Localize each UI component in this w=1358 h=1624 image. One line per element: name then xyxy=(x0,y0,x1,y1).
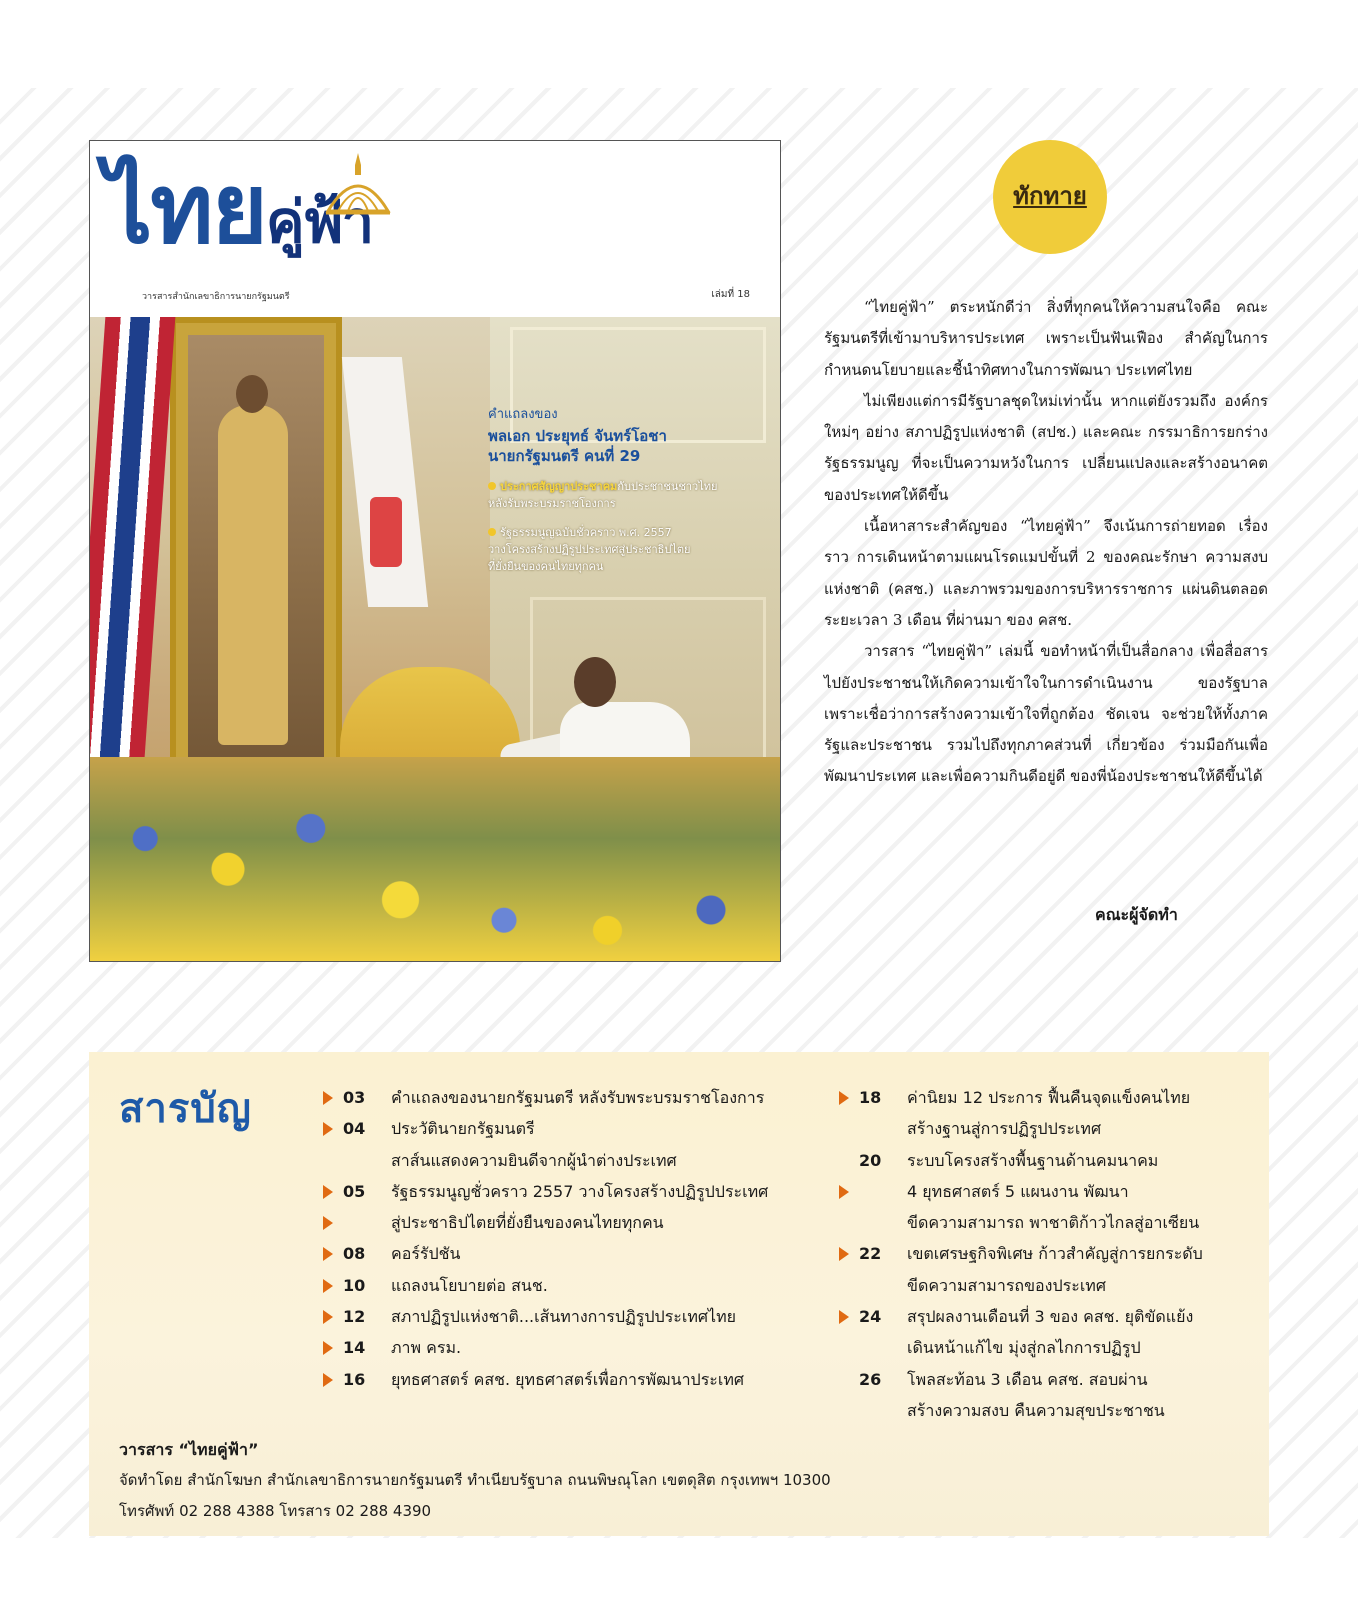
arrow-right-icon xyxy=(323,1247,333,1261)
toc-entry[interactable] xyxy=(839,1301,1259,1332)
toc-entry-title: สร้างความสงบ คืนความสุขประชาชน xyxy=(907,1400,1165,1420)
arrow-right-icon xyxy=(323,1373,333,1387)
cover-issue-number: เล่มที่ 18 xyxy=(711,289,750,300)
toc-entry-title: ประวัตินายกรัฐมนตรี xyxy=(391,1119,535,1139)
cover-tagline: วารสารสำนักเลขาธิการนายกรัฐมนตรี xyxy=(142,292,290,302)
arrow-right-icon xyxy=(839,1185,849,1199)
toc-entry[interactable] xyxy=(323,1270,843,1301)
man-head xyxy=(574,657,616,707)
toc-entry-title: ขีดความสามารถ พาชาติก้าวไกลสู่อาเซียน xyxy=(907,1213,1200,1233)
cover-bullet-1 xyxy=(488,478,748,512)
toc-entry-title: ขีดความสามารถของประเทศ xyxy=(907,1275,1106,1295)
toc-entry-title: คอร์รัปชัน xyxy=(391,1244,461,1264)
toc-left-column xyxy=(323,1082,843,1395)
toc-entry-title: ภาพ ครม. xyxy=(391,1338,462,1358)
toc-entry[interactable] xyxy=(839,1238,1259,1269)
toc-entry[interactable] xyxy=(323,1176,843,1207)
toc-page-number: 20 xyxy=(859,1150,882,1170)
cover-bullet-1-strong: ประกาศสัญญาประชาคม xyxy=(500,480,618,493)
publication-title: วารสาร “ไทยคู่ฟ้า” xyxy=(119,1440,259,1459)
greeting-badge-label: ทักทาย xyxy=(1013,182,1087,210)
bullet-dot-icon xyxy=(488,482,496,490)
toc-page-number: 08 xyxy=(343,1244,366,1264)
banner-emblem-icon xyxy=(370,497,402,567)
flower-arrangement xyxy=(90,757,780,961)
editorial-paragraph: เนื้อหาสาระสำคัญของ “ไทยคู่ฟ้า” จึงเน้นการถ่ายทอด เรื่องราว การเดินหน้าตามแผนโรดแมปขั้นที่ 2 ของคณะรักษา ความสงบแห่งชาติ (คสช.) และภาพรวมของการบริหารราชการ แผ่นดินตลอดระยะเวลา 3 เดือน ที่ผ่านมา ของ คสช. xyxy=(824,517,1268,629)
toc-entry[interactable] xyxy=(323,1332,843,1363)
white-banner xyxy=(342,357,428,607)
toc-entry-title: สภาปฏิรูปแห่งชาติ...เส้นทางการปฏิรูปประเทศไทย xyxy=(391,1307,737,1327)
publication-address: จัดทำโดย สำนักโฆษก สำนักเลขาธิการนายกรัฐมนตรี ทำเนียบรัฐบาล ถนนพิษณุโลก เขตดุสิต กรุงเทพฯ 10300 xyxy=(119,1471,831,1489)
cover-bullet-1-rest: กับประชาชนชาวไทย xyxy=(617,480,718,493)
cover-headline-block xyxy=(488,403,748,575)
dome-icon xyxy=(318,151,398,231)
toc-entry-title: สาส์นแสดงความยินดีจากผู้นำต่างประเทศ xyxy=(391,1150,677,1170)
toc-entry-title: แถลงนโยบายต่อ สนช. xyxy=(391,1275,548,1295)
toc-entry[interactable] xyxy=(839,1176,1259,1207)
publication-contact: โทรศัพท์ 02 288 4388 โทรสาร 02 288 4390 xyxy=(119,1502,432,1520)
toc-entry-title: โพลสะท้อน 3 เดือน คสช. สอบผ่าน xyxy=(907,1369,1148,1389)
arrow-right-icon xyxy=(839,1310,849,1324)
toc-entry[interactable] xyxy=(839,1364,1259,1395)
toc-page-number: 03 xyxy=(343,1088,366,1107)
logo-sub-text: คู่ฟ้า xyxy=(265,188,373,256)
arrow-right-icon xyxy=(323,1185,333,1199)
portrait-head xyxy=(236,375,268,413)
toc-entry[interactable] xyxy=(323,1207,843,1238)
publication-info xyxy=(119,1434,831,1527)
cover-bullet-2 xyxy=(488,524,748,575)
toc-entry-title: สรุปผลงานเดือนที่ 3 ของ คสช. ยุติขัดแย้ง xyxy=(907,1307,1194,1327)
cover-headline-role: นายกรัฐมนตรี คนที่ 29 xyxy=(488,447,641,465)
toc-page-number: 14 xyxy=(343,1338,366,1358)
toc-page-number: 04 xyxy=(343,1119,366,1139)
toc-entry[interactable] xyxy=(323,1113,843,1144)
toc-entry-title: รัฐธรรมนูญชั่วคราว 2557 วางโครงสร้างปฏิรูปประเทศ xyxy=(391,1181,769,1201)
toc-entry[interactable] xyxy=(839,1270,1259,1301)
toc-entry-title: สร้างฐานสู่การปฏิรูปประเทศ xyxy=(907,1119,1102,1139)
arrow-right-icon xyxy=(839,1247,849,1261)
toc-entry[interactable] xyxy=(323,1301,843,1332)
toc-entry[interactable] xyxy=(839,1207,1259,1238)
toc-entry-title: ค่านิยม 12 ประการ ฟื้นคืนจุดแข็งคนไทย xyxy=(907,1088,1191,1107)
toc-entry-title: ยุทธศาสตร์ คสช. ยุทธศาสตร์เพื่อการพัฒนาประเทศ xyxy=(391,1369,745,1389)
cover-headline-label: คำแถลงของ xyxy=(488,407,558,422)
toc-entry[interactable] xyxy=(839,1113,1259,1144)
toc-page-number: 10 xyxy=(343,1275,366,1295)
cover-bullet-2-line3: ที่ยั่งยืนของคนไทยทุกคน xyxy=(488,560,604,573)
toc-page-number: 16 xyxy=(343,1369,366,1389)
toc-title: สารบัญ xyxy=(119,1086,252,1132)
toc-page-number: 24 xyxy=(859,1307,882,1327)
toc-entry-title: สู่ประชาธิปไตยที่ยั่งยืนของคนไทยทุกคน xyxy=(391,1213,664,1233)
magazine-cover xyxy=(89,140,781,962)
cover-bullet-2-line2: วางโครงสร้างปฏิรูปประเทศสู่ประชาธิปไตย xyxy=(488,543,691,556)
arrow-right-icon xyxy=(323,1216,333,1230)
toc-entry[interactable] xyxy=(839,1395,1259,1426)
editorial-text xyxy=(824,292,1268,793)
toc-entry-title: เดินหน้าแก้ไข มุ่งสู่กลไกการปฏิรูป xyxy=(907,1338,1141,1358)
toc-page-number: 12 xyxy=(343,1307,366,1327)
toc-entry[interactable] xyxy=(323,1364,843,1395)
logo-main-text: ไทย xyxy=(104,153,266,265)
arrow-right-icon xyxy=(323,1279,333,1293)
arrow-right-icon xyxy=(323,1091,333,1105)
greeting-badge xyxy=(993,140,1107,254)
toc-page-number: 18 xyxy=(859,1088,882,1107)
thai-flag xyxy=(89,317,175,757)
arrow-right-icon xyxy=(323,1341,333,1355)
toc-entry-title: คำแถลงของนายกรัฐมนตรี หลังรับพระบรมราชโองการ xyxy=(391,1088,765,1107)
toc-right-column xyxy=(839,1082,1259,1426)
toc-entry-title: ระบบโครงสร้างพื้นฐานด้านคมนาคม xyxy=(907,1150,1159,1170)
arrow-right-icon xyxy=(323,1122,333,1136)
cover-bullet-1-line2: หลังรับพระบรมราชโองการ xyxy=(488,497,616,510)
cover-bullet-2-line1: รัฐธรรมนูญฉบับชั่วคราว พ.ศ. 2557 xyxy=(500,526,672,539)
toc-entry[interactable] xyxy=(323,1082,843,1113)
editorial-paragraph: วารสาร “ไทยคู่ฟ้า” เล่มนี้ ขอทำหน้าที่เป็นสื่อกลาง เพื่อสื่อสารไปยังประชาชนให้เกิดความเข้าใจในการดำเนินงาน ของรัฐบาล เพราะเชื่อว่าการสร้างความเข้าใจที่ถูกต้อง ชัดเจน จะช่วยให้ทั้งภาครัฐและประชาชน รวมไปถึงทุกภาคส่วนที่ เกี่ยวข้อง ร่วมมือกันเพื่อพัฒนาประเทศ และเพื่อความกินดีอยู่ดี ของพี่น้องประชาชนให้ดีขึ้นได้ xyxy=(824,642,1268,786)
portrait-figure xyxy=(218,405,288,745)
toc-entry-title: 4 ยุทธศาสตร์ 5 แผนงาน พัฒนา xyxy=(907,1181,1129,1201)
editorial-paragraph: ไม่เพียงแต่การมีรัฐบาลชุดใหม่เท่านั้น หากแต่ยังรวมถึง องค์กรใหม่ๆ อย่าง สภาปฏิรูปแห่งชาติ (สปช.) และคณะ กรรมาธิการยกร่างรัฐธรรมนูญ ที่จะเป็นความหวังในการ เปลี่ยนแปลงและสร้างอนาคตของประเทศให้ดีขึ้น xyxy=(824,391,1268,504)
royal-portrait xyxy=(170,317,342,829)
toc-page-number: 05 xyxy=(343,1181,366,1201)
cover-masthead xyxy=(90,141,780,316)
toc-entry[interactable] xyxy=(839,1082,1259,1113)
toc-page-number: 26 xyxy=(859,1369,882,1389)
table-of-contents xyxy=(89,1052,1269,1536)
editorial-paragraph: “ไทยคู่ฟ้า” ตระหนักดีว่า สิ่งที่ทุกคนให้ความสนใจคือ คณะรัฐมนตรีที่เข้ามาบริหารประเทศ เพราะเป็นฟันเฟือง สำคัญในการกำหนดนโยบายและชี้นำทิศทางในการพัฒนา ประเทศไทย xyxy=(824,298,1268,379)
arrow-right-icon xyxy=(839,1091,849,1105)
editorial-signature: คณะผู้จัดทำ xyxy=(1095,905,1178,924)
portrait-canvas xyxy=(188,335,324,805)
toc-page-number: 22 xyxy=(859,1244,882,1264)
bullet-dot-icon xyxy=(488,528,496,536)
toc-entry[interactable] xyxy=(839,1332,1259,1363)
toc-entry[interactable] xyxy=(839,1145,1259,1176)
arrow-right-icon xyxy=(323,1310,333,1324)
toc-entry[interactable] xyxy=(323,1238,843,1269)
toc-entry[interactable] xyxy=(323,1145,843,1176)
cover-headline-name: พลเอก ประยุทธ์ จันทร์โอชา xyxy=(488,427,667,445)
toc-entry-title: เขตเศรษฐกิจพิเศษ ก้าวสำคัญสู่การยกระดับ xyxy=(907,1244,1203,1264)
